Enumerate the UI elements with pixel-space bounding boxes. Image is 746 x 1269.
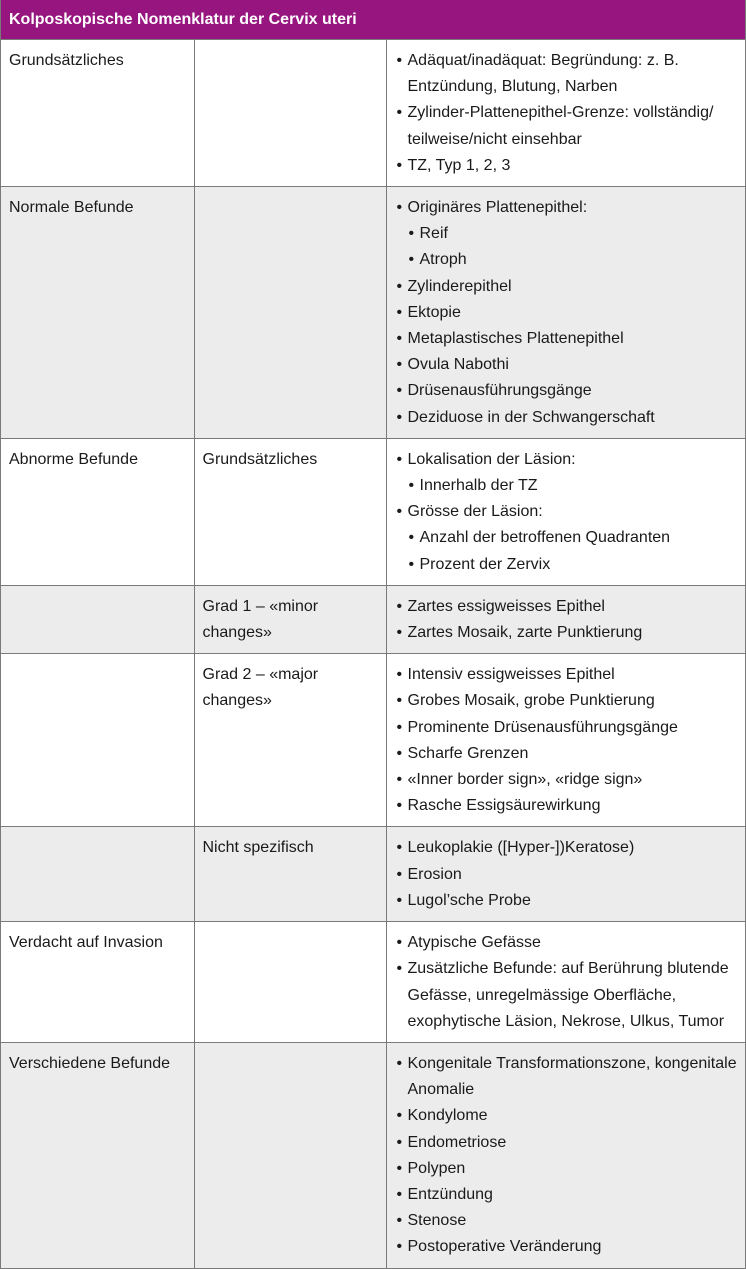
findings-item: • Ektopie bbox=[397, 300, 738, 326]
findings-list bbox=[397, 930, 738, 1035]
category-cell: Abnorme Befunde bbox=[1, 438, 194, 585]
findings-cell bbox=[386, 654, 745, 827]
findings-item: • Postoperative Veränderung bbox=[397, 1234, 738, 1260]
table-row bbox=[1, 1042, 745, 1268]
findings-item: • Zylinderepithel bbox=[397, 274, 738, 300]
findings-item: • Intensiv essigweisses Epithel bbox=[397, 662, 738, 688]
findings-list bbox=[397, 195, 738, 431]
findings-cell bbox=[386, 585, 745, 653]
findings-item: • Zartes Mosaik, zarte Punktierung bbox=[397, 620, 738, 646]
findings-item: • TZ, Typ 1, 2, 3 bbox=[397, 153, 738, 179]
subcategory-cell: Nicht spezifisch bbox=[194, 827, 386, 922]
findings-item: • Scharfe Grenzen bbox=[397, 741, 738, 767]
category-cell bbox=[1, 827, 194, 922]
table-row bbox=[1, 654, 745, 827]
findings-item: • Prominente Drüsenausführungsgänge bbox=[397, 715, 738, 741]
subcategory-cell bbox=[194, 40, 386, 187]
table-row bbox=[1, 585, 745, 653]
category-cell: Verdacht auf Invasion bbox=[1, 922, 194, 1043]
findings-item: • Originäres Plattenepithel: bbox=[397, 195, 738, 221]
findings-list bbox=[397, 835, 738, 914]
subcategory-cell bbox=[194, 1042, 386, 1268]
category-cell: Normale Befunde bbox=[1, 187, 194, 439]
findings-list bbox=[397, 662, 738, 819]
findings-subitem: • Reif bbox=[397, 221, 738, 247]
category-cell bbox=[1, 585, 194, 653]
findings-item: • Drüsenausführungsgänge bbox=[397, 378, 738, 404]
findings-item: • Stenose bbox=[397, 1208, 738, 1234]
findings-item: • Grobes Mosaik, grobe Punktierung bbox=[397, 688, 738, 714]
findings-item: • Rasche Essigsäurewirkung bbox=[397, 793, 738, 819]
findings-cell bbox=[386, 1042, 745, 1268]
table-title: Kolposkopische Nomenklatur der Cervix uteri bbox=[1, 0, 745, 40]
findings-item: • Lugol’sche Probe bbox=[397, 888, 738, 914]
subcategory-cell: Grundsätzliches bbox=[194, 438, 386, 585]
findings-item: • Ovula Nabothi bbox=[397, 352, 738, 378]
findings-item: • Lokalisation der Läsion: bbox=[397, 447, 738, 473]
findings-item: • Erosion bbox=[397, 862, 738, 888]
findings-item: • Entzündung bbox=[397, 1182, 738, 1208]
findings-item: • Zylinder-Plattenepithel-Grenze: vollständig/ teilweise/nicht einsehbar bbox=[397, 100, 738, 152]
findings-item: • Atypische Gefässe bbox=[397, 930, 738, 956]
findings-list bbox=[397, 1051, 738, 1261]
category-cell: Grundsätzliches bbox=[1, 40, 194, 187]
findings-list bbox=[397, 48, 738, 179]
findings-list bbox=[397, 447, 738, 578]
findings-cell bbox=[386, 827, 745, 922]
findings-subitem: • Innerhalb der TZ bbox=[397, 473, 738, 499]
findings-cell bbox=[386, 187, 745, 439]
findings-item: • Zusätzliche Befunde: auf Berührung blutende Gefässe, unregelmässige Oberfläche, exophytische Läsion, Nekrose, Ulkus, Tumor bbox=[397, 956, 738, 1035]
findings-item: • Kondylome bbox=[397, 1103, 738, 1129]
table-row bbox=[1, 922, 745, 1043]
findings-item: • Metaplastisches Plattenepithel bbox=[397, 326, 738, 352]
findings-item: • Adäquat/inadäquat: Begründung: z. B. Entzündung, Blutung, Narben bbox=[397, 48, 738, 100]
findings-item: • Deziduose in der Schwangerschaft bbox=[397, 405, 738, 431]
table-row bbox=[1, 438, 745, 585]
findings-cell bbox=[386, 40, 745, 187]
findings-item: • «Inner border sign», «ridge sign» bbox=[397, 767, 738, 793]
findings-subitem: • Atroph bbox=[397, 247, 738, 273]
findings-item: • Grösse der Läsion: bbox=[397, 499, 738, 525]
table-body bbox=[1, 40, 745, 1268]
findings-item: • Kongenitale Transformationszone, kongenitale Anomalie bbox=[397, 1051, 738, 1103]
table-row bbox=[1, 40, 745, 187]
findings-cell bbox=[386, 438, 745, 585]
subcategory-cell: Grad 1 – «minor changes» bbox=[194, 585, 386, 653]
findings-item: • Zartes essigweisses Epithel bbox=[397, 594, 738, 620]
table-row bbox=[1, 827, 745, 922]
findings-item: • Polypen bbox=[397, 1156, 738, 1182]
category-cell: Verschiedene Befunde bbox=[1, 1042, 194, 1268]
table-row bbox=[1, 187, 745, 439]
findings-item: • Endometriose bbox=[397, 1130, 738, 1156]
findings-subitem: • Anzahl der betroffenen Quadranten bbox=[397, 525, 738, 551]
subcategory-cell bbox=[194, 922, 386, 1043]
findings-item: • Leukoplakie ([Hyper-])Keratose) bbox=[397, 835, 738, 861]
nomenclature-table bbox=[1, 40, 745, 1269]
subcategory-cell bbox=[194, 187, 386, 439]
category-cell bbox=[1, 654, 194, 827]
subcategory-cell: Grad 2 – «major changes» bbox=[194, 654, 386, 827]
findings-cell bbox=[386, 922, 745, 1043]
findings-subitem: • Prozent der Zervix bbox=[397, 552, 738, 578]
findings-list bbox=[397, 594, 738, 646]
